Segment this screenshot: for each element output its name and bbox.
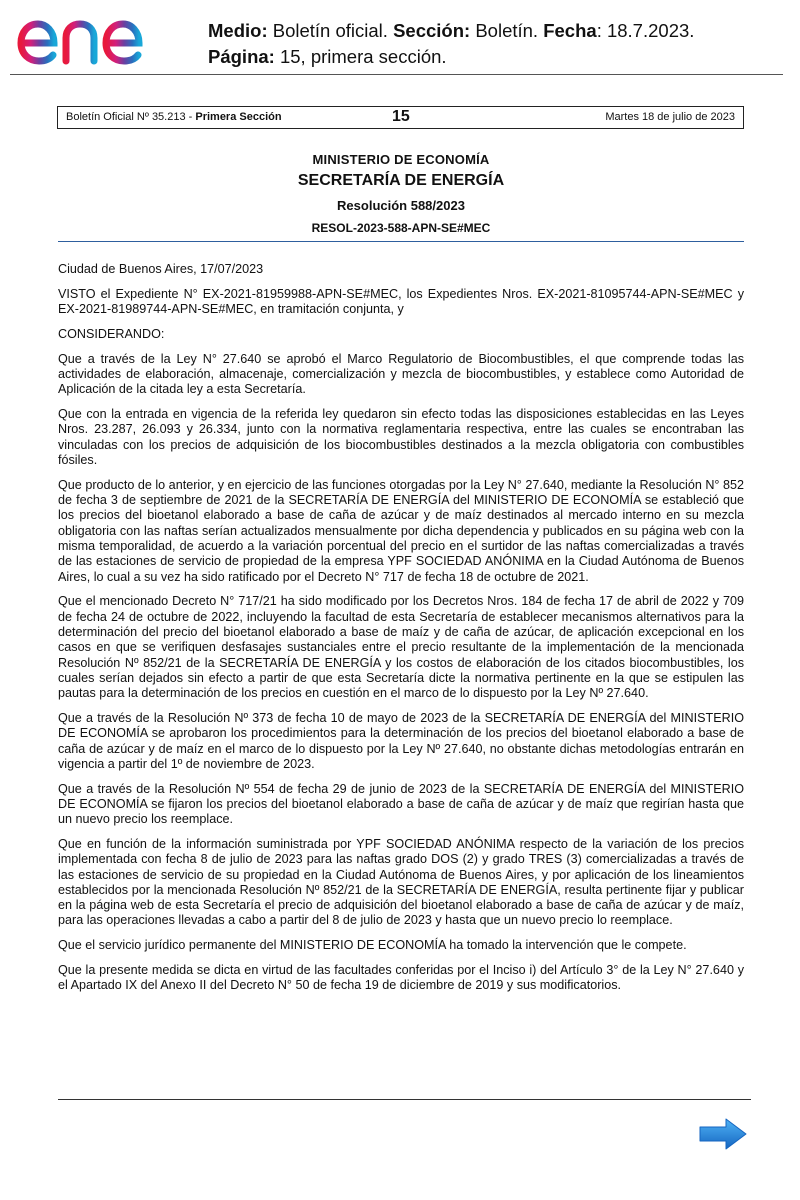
- resolution-body: [58, 262, 744, 1003]
- paragraph: VISTO el Expediente N° EX-2021-81959988-APN-SE#MEC, los Expedientes Nros. EX-2021-81095744-APN-SE#MEC y EX-2021-81989744-APN-SE#MEC, en tramitación conjunta, y: [58, 286, 744, 317]
- resolution-titles: [58, 150, 744, 235]
- paragraph: Que producto de lo anterior, y en ejercicio de las funciones otorgadas por la Ley N° 27.640, mediante la Resolución N° 852 de fecha 3 de septiembre de 2021 de la SECRETARÍA DE ENERGÍA del MINISTERIO DE ECONOMÍA se estableció que los precios del bioetanol elaborado a base de caña de azúcar y de maíz destinados al mercado interno en su mezcla obligatoria con las naftas serían actualizados mensualmente por dicha dependencia y publicados en su página web con la misma temporalidad, de acuerdo a la variación porcentual del precio en el surtidor de las naftas comercializadas a través de las estaciones de servicio de propiedad de la empresa YPF SOCIEDAD ANÓNIMA en la Ciudad Autónoma de Buenos Aires, lo cual a su vez ha sido ratificado por el Decreto N° 717 de fecha 18 de octubre de 2021.: [58, 477, 744, 584]
- paragraph: Que a través de la Ley N° 27.640 se aprobó el Marco Regulatorio de Biocombustibles, el que comprende todas las actividades de elaboración, almacenaje, comercialización y mezcla de biocombustibles, y establece como Autoridad de Aplicación de la citada ley a esta Secretaría.: [58, 351, 744, 397]
- paragraph: Que el servicio jurídico permanente del MINISTERIO DE ECONOMÍA ha tomado la intervención que le compete.: [58, 938, 687, 953]
- fecha-label: Fecha: [543, 20, 597, 41]
- paragraph: Ciudad de Buenos Aires, 17/07/2023: [58, 262, 264, 276]
- pagina-label: Página:: [208, 46, 275, 67]
- paragraph: Que en función de la información suministrada por YPF SOCIEDAD ANÓNIMA respecto de la variación de los precios implementada con fecha 8 de julio de 2023 para las naftas grado DOS (2) y grado TRES (3) comercializadas a través de las estaciones de servicio de su propiedad en la Ciudad Autónoma de Buenos Aires, y por aplicación de los lineamientos establecidos por la mencionada Resolución Nº 852/21 de la SECRETARÍA DE ENERGÍA, resulta pertinente fijar y publicar en la página web de esta Secretaría el precio de adquisición del bioetanol elaborado a base de caña de azúcar y de maíz, para las operaciones llevadas a cabo a partir del 8 de julio de 2023 y hasta que un nuevo precio lo reemplace.: [58, 837, 744, 928]
- medio-label: Medio:: [208, 20, 268, 41]
- footer-divider: [58, 1099, 751, 1100]
- paragraph: Que a través de la Resolución Nº 554 de fecha 29 de junio de 2023 de la SECRETARÍA DE ENERGÍA del MINISTERIO DE ECONOMÍA se fijaron los precios del bioetanol elaborado a base de caña de azúcar y de maíz que regirían hasta que un nuevo precio los reemplace.: [58, 781, 744, 827]
- header-divider: [10, 74, 783, 75]
- paragraph: CONSIDERANDO:: [58, 326, 165, 341]
- enel-logo: [14, 4, 184, 66]
- bulletin-date: Martes 18 de julio de 2023: [605, 111, 735, 123]
- clipping-header: [0, 0, 800, 78]
- paragraph: Que el mencionado Decreto N° 717/21 ha sido modificado por los Decretos Nros. 184 de fecha 17 de abril de 2022 y 709 de fecha 24 de octubre de 2022, incluyendo la facultad de esta Secretaría de establecer mecanismos alternativos para la determinación del precio del bioetanol elaborado a base de maíz y de caña de azúcar, de aplicación excepcional en los casos en que se verifiquen desfasajes sustanciales entre el precio resultante de la implementación de la mencionada Resolución Nº 852/21 de la SECRETARÍA DE ENERGÍA y los costos de elaboración de los citados biocombustibles, los cuales serían dejados sin efecto a partir de que esta Secretaría dicte la normativa pertinente en la que se estipulen las pautas para la determinación de los precios en cuestión en el marco de lo dispuesto por la Ley Nº 27.640.: [58, 594, 744, 701]
- ministry-title: MINISTERIO DE ECONOMÍA: [312, 152, 490, 167]
- paragraph: Que a través de la Resolución Nº 373 de fecha 10 de mayo de 2023 de la SECRETARÍA DE ENERGÍA del MINISTERIO DE ECONOMÍA se aprobaron los procedimientos para la determinación de los precios del bioetanol elaborado a base de caña de azúcar y de maíz en el marco de lo dispuesto por la Ley Nº 27.640, no obstante dichas metodologías entrarán en vigencia a partir del 1º de noviembre de 2023.: [58, 710, 744, 771]
- clipping-meta: [208, 18, 694, 70]
- fecha-value: : 18.7.2023.: [596, 20, 695, 41]
- seccion-label: Sección:: [393, 20, 471, 41]
- bulletin-page-number: 15: [392, 108, 410, 125]
- paragraph: Que la presente medida se dicta en virtud de las facultades conferidas por el Inciso i) del Artículo 3° de la Ley N° 27.640 y el Apartado IX del Anexo II del Decreto N° 50 de fecha 19 de diciembre de 2019 y sus modificatorios.: [58, 963, 744, 993]
- paragraph: Que con la entrada en vigencia de la referida ley quedaron sin efecto todas las disposiciones establecidas en las Leyes Nros. 23.287, 26.093 y 26.334, junto con la normativa reglamentaria respectiva, entre las cuales se encontraban las vinculadas con los precios de adquisición de los biocombustibles destinados a la mezcla obligatoria con combustibles fósiles.: [58, 407, 744, 467]
- resolution-number: Resolución 588/2023: [337, 198, 465, 213]
- bulletin-issue: Boletín Oficial Nº 35.213 - Primera Sección: [66, 111, 282, 123]
- resolution-code: RESOL-2023-588-APN-SE#MEC: [311, 221, 491, 235]
- right-arrow-icon[interactable]: [698, 1117, 748, 1151]
- secretariat-title: SECRETARÍA DE ENERGÍA: [297, 172, 505, 189]
- bulletin-running-header: [57, 106, 744, 129]
- medio-value: Boletín oficial.: [272, 20, 388, 41]
- seccion-value: Boletín.: [475, 20, 539, 41]
- title-divider: [58, 241, 744, 242]
- pagina-value: 15, primera sección.: [279, 46, 447, 67]
